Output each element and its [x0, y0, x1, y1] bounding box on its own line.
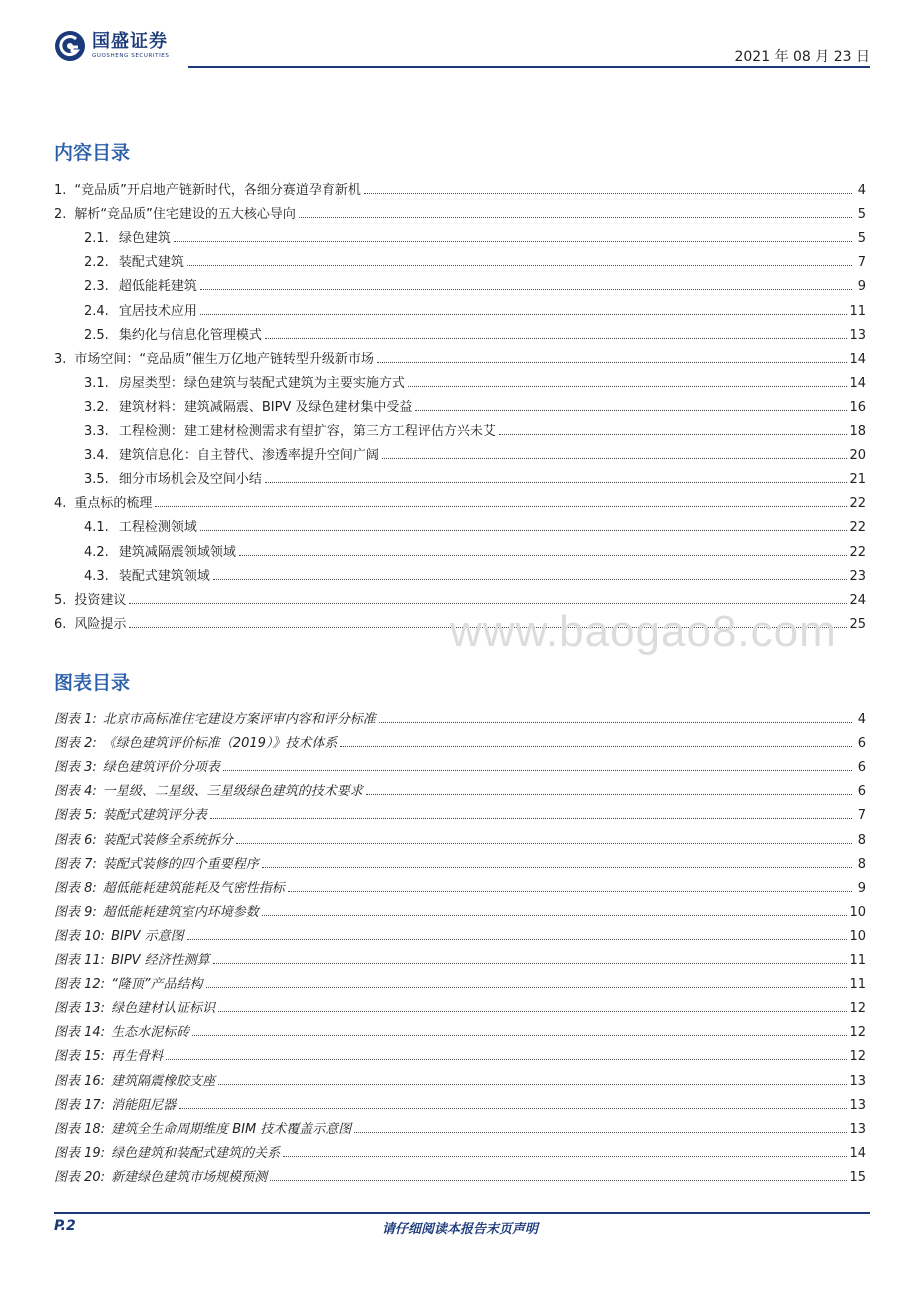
figure-entry-page: 14	[849, 1145, 866, 1161]
toc-entry[interactable]	[54, 511, 866, 535]
dot-leader	[223, 770, 852, 771]
figure-entry[interactable]	[54, 1064, 866, 1088]
figures-title: 图表目录	[54, 672, 131, 694]
toc-entry[interactable]	[54, 487, 866, 511]
dot-leader	[265, 482, 848, 483]
figure-entry-page: 6	[857, 736, 866, 752]
dot-leader	[210, 818, 852, 819]
toc-entry-page: 25	[849, 616, 866, 632]
figure-entry-page: 12	[849, 1025, 866, 1041]
page-number: P.2	[54, 1218, 76, 1234]
company-logo	[54, 26, 169, 66]
toc-entry[interactable]	[54, 174, 866, 198]
dot-leader	[129, 603, 847, 604]
toc-entry[interactable]	[54, 535, 866, 559]
dot-leader	[366, 794, 852, 795]
toc-entry-label: 集约化与信息化管理模式	[118, 327, 262, 343]
toc-entry-label: 建筑信息化：自主替代、渗透率提升空间广阔	[118, 448, 379, 464]
toc-entry-number: 4.2.	[84, 544, 109, 560]
toc-entry-page: 16	[849, 399, 866, 415]
dot-leader	[166, 1059, 847, 1060]
figure-entry-page: 13	[849, 1121, 866, 1137]
figure-entry-label: 建筑隔震橡胶支座	[111, 1073, 216, 1089]
toc-entry-number: 6.	[54, 616, 67, 632]
disclaimer-note: 请仔细阅读本报告末页声明	[381, 1222, 538, 1237]
toc-title: 内容目录	[54, 142, 131, 164]
dot-leader	[382, 458, 848, 459]
figure-entry[interactable]	[54, 1040, 866, 1064]
figure-entry[interactable]	[54, 1089, 866, 1113]
dot-leader	[213, 579, 848, 580]
toc-entry-label: 投资建议	[74, 592, 127, 608]
toc-entry-page: 22	[849, 544, 866, 560]
toc-entry[interactable]	[54, 198, 866, 222]
dot-leader	[200, 289, 852, 290]
figure-entry-label: 装配式建筑评分表	[102, 808, 207, 824]
dot-leader	[299, 217, 852, 218]
toc-entry-page: 13	[849, 327, 866, 343]
figure-entry-page: 15	[849, 1169, 866, 1185]
figure-entry-page: 12	[849, 1001, 866, 1017]
figure-entry-number: 图表 5:	[54, 808, 97, 824]
toc-entry[interactable]	[54, 246, 866, 270]
figure-entry-number: 图表 14:	[54, 1025, 106, 1041]
figure-entry-number: 图表 10:	[54, 928, 106, 944]
toc-entry-page: 4	[857, 183, 866, 199]
toc-entry-number: 3.2.	[84, 399, 109, 415]
figure-entry-label: 新建绿色建筑市场规模预测	[111, 1169, 268, 1185]
toc-entry-page: 23	[849, 568, 866, 584]
figure-entry-number: 图表 18:	[54, 1121, 106, 1137]
dot-leader	[265, 338, 848, 339]
toc-entry-number: 4.	[54, 496, 67, 512]
toc-entry-page: 18	[849, 424, 866, 440]
figure-entry-page: 13	[849, 1097, 866, 1113]
logo-name-cn: 国盛证券	[92, 31, 168, 52]
dot-leader	[377, 362, 848, 363]
toc-entry[interactable]	[54, 343, 866, 367]
figure-entry-page: 9	[857, 880, 866, 896]
dot-leader	[200, 530, 848, 531]
toc-entry[interactable]	[54, 222, 866, 246]
figure-entry[interactable]	[54, 823, 866, 847]
toc-entry-label: 绿色建筑	[118, 231, 171, 247]
figure-entry-number: 图表 13:	[54, 1001, 106, 1017]
toc-entry[interactable]	[54, 439, 866, 463]
figure-entry-number: 图表 11:	[54, 953, 106, 969]
figure-entry[interactable]	[54, 1161, 866, 1185]
toc-entry-label: 建筑材料：建筑减隔震、BIPV 及绿色建材集中受益	[118, 399, 413, 415]
figure-entry[interactable]	[54, 848, 866, 872]
figure-entry-label: 装配式装修的四个重要程序	[102, 856, 259, 872]
figure-entry-label: 绿色建材认证标识	[111, 1001, 216, 1017]
figure-entry[interactable]	[54, 920, 866, 944]
figure-entry-number: 图表 4:	[54, 784, 97, 800]
figure-entry-number: 图表 20:	[54, 1169, 106, 1185]
dot-leader	[270, 1180, 847, 1181]
toc-entry-page: 14	[849, 351, 866, 367]
watermark: www.baogao8.com	[450, 607, 837, 656]
figure-entry-page: 6	[857, 784, 866, 800]
dot-leader	[239, 555, 848, 556]
figure-entry-label: BIPV 示意图	[111, 928, 184, 944]
figure-entry-label: 生态水泥标砖	[111, 1025, 190, 1041]
dot-leader	[192, 1035, 847, 1036]
figure-entry[interactable]	[54, 968, 866, 992]
toc-entry-page: 22	[849, 520, 866, 536]
toc-entry[interactable]	[54, 294, 866, 318]
toc-entry-number: 2.	[54, 207, 67, 223]
figure-entry-number: 图表 2:	[54, 736, 97, 752]
dot-leader	[200, 314, 848, 315]
toc-entry-number: 3.	[54, 351, 67, 367]
dot-leader	[340, 746, 852, 747]
dot-leader	[174, 241, 852, 242]
figure-entry[interactable]	[54, 1137, 866, 1161]
figure-entry-number: 图表 6:	[54, 832, 97, 848]
toc-entry-label: 细分市场机会及空间小结	[118, 472, 262, 488]
toc-entry-label: 重点标的梳理	[74, 496, 153, 512]
dot-leader	[155, 506, 847, 507]
figure-entry-page: 10	[849, 928, 866, 944]
toc-entry-number: 3.4.	[84, 448, 109, 464]
figure-entry-label: 装配式装修全系统拆分	[102, 832, 233, 848]
dot-leader	[262, 867, 852, 868]
toc-entry-label: 房屋类型：绿色建筑与装配式建筑为主要实施方式	[118, 375, 405, 391]
figure-entry-label: 绿色建筑评价分项表	[102, 760, 220, 776]
toc-entry-number: 5.	[54, 592, 67, 608]
toc-entry-number: 2.2.	[84, 255, 109, 271]
figure-entry-page: 12	[849, 1049, 866, 1065]
logo-icon	[54, 30, 86, 62]
figure-entry[interactable]	[54, 1113, 866, 1137]
toc-entry-label: 市场空间：“竞品质”催生万亿地产链转型升级新市场	[74, 351, 374, 367]
toc-entry-number: 4.3.	[84, 568, 109, 584]
dot-leader	[262, 915, 848, 916]
toc-entry-label: 超低能耗建筑	[118, 279, 197, 295]
footer-divider	[54, 1212, 870, 1214]
figure-entry-page: 8	[857, 832, 866, 848]
toc-entry-page: 14	[849, 375, 866, 391]
figure-entry-number: 图表 7:	[54, 856, 97, 872]
dot-leader	[236, 843, 852, 844]
dot-leader	[187, 939, 848, 940]
figure-entry-label: “隆顶”产品结构	[111, 977, 203, 993]
figure-entry-page: 4	[857, 712, 866, 728]
figure-entry-number: 图表 15:	[54, 1049, 106, 1065]
toc-entry-page: 22	[849, 496, 866, 512]
dot-leader	[364, 193, 852, 194]
toc-entry[interactable]	[54, 391, 866, 415]
toc-list	[54, 174, 866, 632]
dot-leader	[187, 265, 852, 266]
figure-entry[interactable]	[54, 944, 866, 968]
figure-entry-page: 7	[857, 808, 866, 824]
toc-entry-number: 4.1.	[84, 520, 109, 536]
header-divider	[188, 66, 870, 68]
toc-entry-page: 5	[857, 231, 866, 247]
figure-entry[interactable]	[54, 896, 866, 920]
dot-leader	[129, 627, 847, 628]
figure-entry[interactable]	[54, 751, 866, 775]
dot-leader	[408, 386, 848, 387]
dot-leader	[499, 434, 848, 435]
figures-list	[54, 703, 866, 1185]
dot-leader	[354, 1132, 847, 1133]
figure-entry-number: 图表 9:	[54, 904, 97, 920]
toc-entry-page: 9	[857, 279, 866, 295]
toc-entry[interactable]	[54, 584, 866, 608]
figure-entry-number: 图表 1:	[54, 712, 97, 728]
toc-entry-label: 建筑减隔震领域领域	[118, 544, 236, 560]
toc-entry-number: 3.1.	[84, 375, 109, 391]
toc-entry-page: 21	[849, 472, 866, 488]
toc-entry[interactable]	[54, 608, 866, 632]
toc-entry-label: 装配式建筑领域	[118, 568, 210, 584]
figure-entry-page: 13	[849, 1073, 866, 1089]
figure-entry-label: 一星级、二星级、三星级绿色建筑的技术要求	[102, 784, 363, 800]
toc-entry-label: 工程检测领域	[118, 520, 197, 536]
figure-entry-number: 图表 12:	[54, 977, 106, 993]
figure-entry-number: 图表 16:	[54, 1073, 106, 1089]
figure-entry-page: 11	[849, 953, 866, 969]
toc-entry[interactable]	[54, 367, 866, 391]
toc-entry[interactable]	[54, 560, 866, 584]
dot-leader	[415, 410, 847, 411]
toc-entry-number: 2.5.	[84, 327, 109, 343]
toc-entry[interactable]	[54, 463, 866, 487]
toc-entry-label: 装配式建筑	[118, 255, 184, 271]
toc-entry-number: 1.	[54, 183, 67, 199]
figure-entry-page: 8	[857, 856, 866, 872]
figure-entry-number: 图表 19:	[54, 1145, 106, 1161]
dot-leader	[206, 987, 848, 988]
dot-leader	[218, 1084, 847, 1085]
figure-entry-number: 图表 8:	[54, 880, 97, 896]
figure-entry[interactable]	[54, 775, 866, 799]
figure-entry[interactable]	[54, 872, 866, 896]
figure-entry-page: 6	[857, 760, 866, 776]
toc-entry-number: 2.3.	[84, 279, 109, 295]
figure-entry-number: 图表 3:	[54, 760, 97, 776]
figure-entry-number: 图表 17:	[54, 1097, 106, 1113]
dot-leader	[179, 1108, 847, 1109]
toc-entry-page: 7	[857, 255, 866, 271]
figure-entry[interactable]	[54, 799, 866, 823]
toc-entry-label: 宜居技术应用	[118, 303, 197, 319]
toc-entry-label: “竞品质”开启地产链新时代，各细分赛道孕育新机	[74, 183, 361, 199]
toc-entry-number: 2.1.	[84, 231, 109, 247]
toc-entry-label: 工程检测：建工建材检测需求有望扩容，第三方工程评估方兴未艾	[118, 424, 496, 440]
toc-entry-number: 3.3.	[84, 424, 109, 440]
toc-entry-number: 3.5.	[84, 472, 109, 488]
dot-leader	[218, 1011, 847, 1012]
toc-entry[interactable]	[54, 319, 866, 343]
figure-entry-page: 11	[849, 977, 866, 993]
figure-entry-label: 建筑全生命周期维度 BIM 技术覆盖示意图	[111, 1121, 352, 1137]
figure-entry[interactable]	[54, 727, 866, 751]
logo-name-en: GUOSHENG SECURITIES	[92, 53, 170, 59]
toc-entry-page: 11	[849, 303, 866, 319]
toc-entry-page: 20	[849, 448, 866, 464]
figure-entry-label: 北京市高标准住宅建设方案评审内容和评分标准	[102, 712, 376, 728]
figure-entry-label: 超低能耗建筑室内环境参数	[102, 904, 259, 920]
report-date: 2021 年 08 月 23 日	[734, 49, 870, 65]
figure-entry-label: 超低能耗建筑能耗及气密性指标	[102, 880, 285, 896]
toc-entry-page: 24	[849, 592, 866, 608]
figure-entry-page: 10	[849, 904, 866, 920]
dot-leader	[379, 722, 852, 723]
figure-entry-label: 绿色建筑和装配式建筑的关系	[111, 1145, 281, 1161]
toc-entry[interactable]	[54, 270, 866, 294]
toc-entry-number: 2.4.	[84, 303, 109, 319]
toc-entry[interactable]	[54, 415, 866, 439]
dot-leader	[213, 963, 848, 964]
figure-entry-label: 再生骨料	[111, 1049, 164, 1065]
figure-entry-label: 消能阻尼器	[111, 1097, 177, 1113]
dot-leader	[288, 891, 852, 892]
toc-entry-label: 解析“竞品质”住宅建设的五大核心导向	[74, 207, 296, 223]
dot-leader	[283, 1156, 847, 1157]
figure-entry[interactable]	[54, 703, 866, 727]
figure-entry-label: 《绿色建筑评价标准（2019）》技术体系	[102, 736, 338, 752]
figure-entry[interactable]	[54, 1016, 866, 1040]
toc-entry-label: 风险提示	[74, 616, 127, 632]
page-header	[54, 26, 870, 70]
figure-entry[interactable]	[54, 992, 866, 1016]
figure-entry-label: BIPV 经济性测算	[111, 953, 210, 969]
toc-entry-page: 5	[857, 207, 866, 223]
